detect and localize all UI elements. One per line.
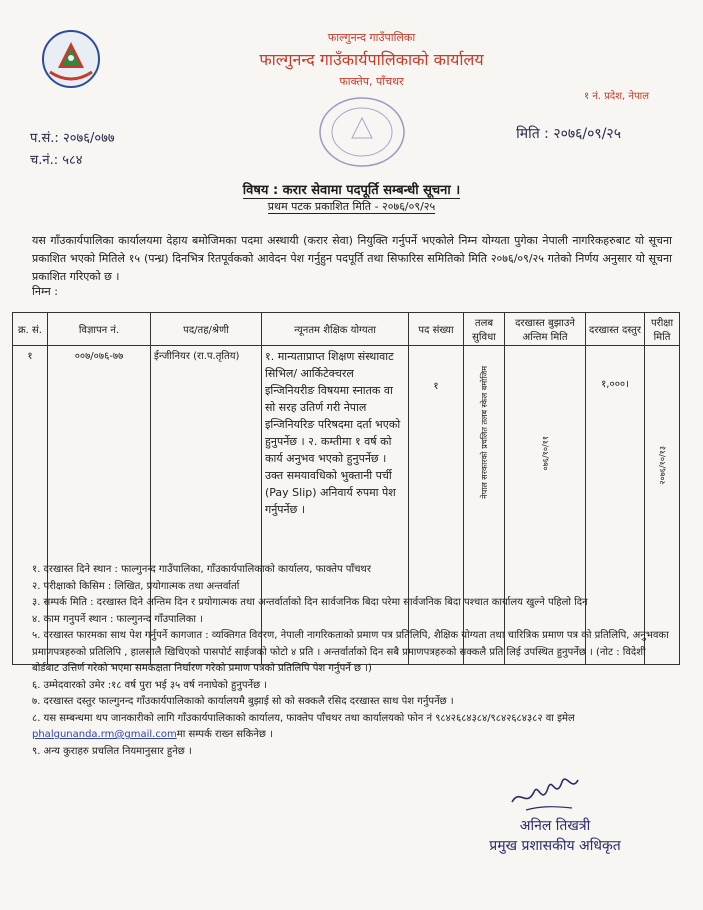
list-item [32,711,672,744]
cell-count: १ [409,346,464,665]
contact-suffix: मा सम्पर्क राख्न सकिनेछ । [176,729,273,740]
col-ad-no: विज्ञापन नं. [48,313,151,346]
list-item: ९. अन्य कुराहरु प्रचलित नियमानुसार हुनेछ । [32,745,192,757]
col-exam-date: परीक्षा मिति [645,313,680,346]
list-item: ३. सम्पर्क मिति : दरखास्त दिने अन्तिम दिन र प्रयोगात्मक तथा अन्तर्वार्ताको दिन सार्वजनिक बिदा परेमा सार्वजनिक बिदा पश्चात कार्यालय खुल्ने पहिलो दिन [32,597,588,608]
notice-subject: विषय : करार सेवामा पदपूर्ति सम्बन्धी सूचना । [242,183,461,198]
col-count: पद संख्या [409,313,464,346]
office-name: फाल्गुनन्द गाउँकार्यपालिकाको कार्यालय [259,50,484,69]
col-post: पद/तह/श्रेणी [151,313,262,346]
list-item: ४. काम गनुपर्ने स्थान : फाल्गुनन्द गाँउपालिका । [32,613,203,625]
contact-text: ८. यस सम्बन्धमा थप जानकारीको लागि गाँउकार्यपालिकाको कार्यालय, फाक्तेप पाँचथर तथा कार्यालयको फोन नं ९८४२६८४३८४/९८४२६८४३८२ वा इमेल [32,712,575,724]
cell-post: ईन्जीनियर (रा.प.तृतिय) [151,346,262,665]
intro-paragraph: यस गाँउकार्यपालिका कार्यालयमा देहाय बमोजिमका पदमा अस्थायी (करार सेवा) नियुक्ति गर्नुपर्ने भएकोले निम्न योग्यता पुगेका नेपाली नागरिकहरुबाट यो सूचना प्रकाशित भएको मितिले १५ (पन्ध्र) दिनभित्र रितपूर्वकको आवेदन पेश गर्नुहुन पदपूर्ति तथा सिफारिस समितिको मिति २०७६/०९/२५ गतेको निर्णय अनुसार यो सूचना प्रकाशित गरिएको छ । [32,234,672,283]
email-link[interactable]: phalgunanda.rm@gmail.com [32,729,177,740]
cell-qualification: १. मान्यताप्राप्त शिक्षण संस्थावाट सिभिल/ आर्किटेक्चरल इन्जिनियरीङ विषयमा स्नातक वा सो सरह उतिर्ण गरी नेपाल इन्जिनियरिङ परिषदमा दर्ता भएको हुनुपर्नेछ । २. कम्तीमा १ वर्ष को कार्य अनुभव भएको हुनुपर्नेछ । उक्त समयावधिको भुक्तानी पर्ची (Pay Slip) अनिवार्य रुपमा पेश गर्नुपर्नेछ । [262,346,409,665]
cell-exam-date: २०७६/१०/१३ [657,446,667,485]
col-sn: क्र. सं. [13,313,48,346]
col-salary: तलब सुविधा [464,313,505,346]
cell-salary: नेपाल सरकारको प्रचलित तलब स्केल बमोजिम [479,366,489,499]
signatory-block [470,816,640,856]
cell-sn: १ [13,346,48,665]
below-label: निम्न : [32,285,58,298]
dispatch-number: च.नं.: ५८४ [30,153,83,168]
reference-block [30,128,115,172]
col-qualification: न्यूनतम शैक्षिक योग्यता [262,313,409,346]
office-seal-stamp [312,92,412,172]
municipality-name: फाल्गुनन्द गाउँपालिका [327,31,416,44]
table-header-row [13,313,680,346]
col-last-date: दरखास्त बुझाउने अन्तिम मिति [505,313,586,346]
col-fee: दरखास्त दस्तुर [586,313,645,346]
province-label: १ नं. प्रदेश, नेपाल [583,91,649,102]
cell-fee: १,०००। [586,346,645,665]
list-item: २. परीक्षाको किसिम : लिखित, प्रयोगात्मक तथा अन्तर्वार्ता [32,580,240,592]
signatory-name: अनिल तिखत्री [519,818,591,834]
list-item: ५. दरखास्त फारमका साथ पेश गर्नुपर्ने कागजात : व्यक्तिगत विवरण, नेपाली नागरिकताको प्रमाण पत्र प्रतिलिपि, शैक्षिक योग्यता तथा चारित्रिक प्रमाण पत्र को प्रतिलिपि, अनुभवका प्रमाणपत्रहरुको प्रतिलिपि , हालसालै खिचिएको पासपोर्ट साईजको फोटो ४ प्रति । अन्तर्वार्ताको दिन सबै प्रमाणपत्रहरुको सक्कलै प्रति लिई उपस्थित हुनुपर्नेछ । (नोट : विदेशी बोर्डबाट उत्तिर्ण गरेको भएमा समकक्षता निर्धारण गरेको प्रमाण पत्रको प्रतिलिपि पेश गर्नुपर्ने छ ।) [32,630,669,674]
cell-last-date: ०७६/१०/११ [540,436,550,471]
notice-date: मिति : २०७६/०९/२५ [516,126,621,142]
letter-number: प.सं.: २०७६/०७७ [30,131,115,146]
office-location: फाक्तेप, पाँचथर [339,75,404,88]
signatory-title: प्रमुख प्रशासकीय अधिकृत [489,838,621,854]
signature-icon [506,762,586,822]
list-item: १. दरखास्त दिने स्थान : फाल्गुनन्द गाउँपालिका, गाँउकार्यपालिकाको कार्यालय, फाक्तेप पाँचथर [32,564,371,575]
list-item: ६. उम्मेदवारको उमेर :१८ वर्ष पुरा भई ३५ वर्ष ननाघेको हुनुपर्नेछ । [32,679,268,691]
notes-list [32,562,672,760]
first-published-date: प्रथम पटक प्रकाशित मिति - २०७६/०९/२५ [267,200,436,213]
list-item: ७. दरखास्त दस्तुर फाल्गुनन्द गाँउकार्यपालिकाको कार्यालयमै बुझाई सो को सक्कलै रसिद दरखास्त साथ पेश गर्नुपर्नेछ । [32,696,454,707]
cell-ad-no: ००७/०७६-७७ [48,346,151,665]
